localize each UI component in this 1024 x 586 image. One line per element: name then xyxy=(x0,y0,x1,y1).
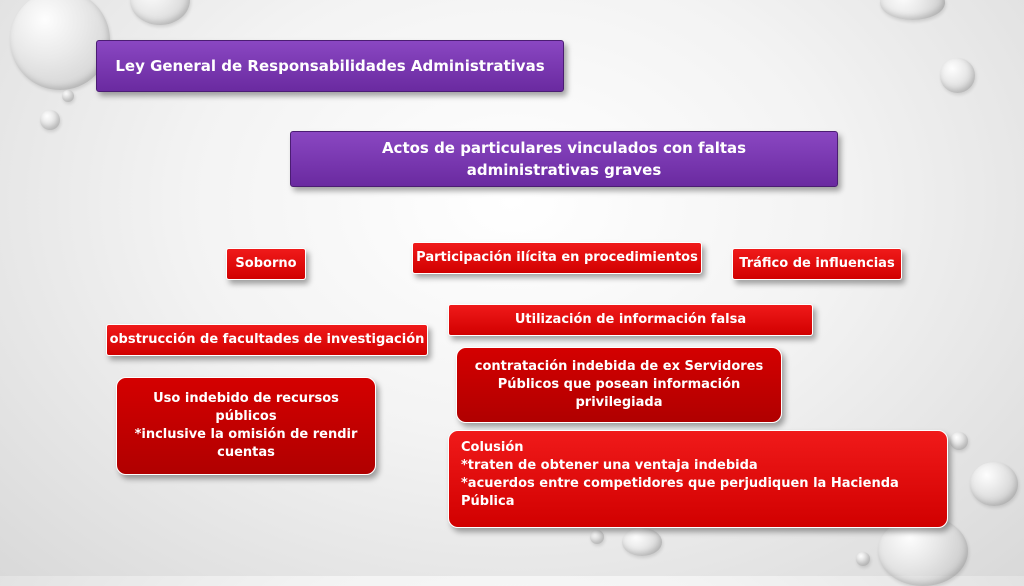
soborno-text: Soborno xyxy=(235,256,297,271)
decorative-bubble xyxy=(970,462,1018,506)
decorative-bubble xyxy=(590,530,604,544)
decorative-bubble xyxy=(950,432,968,450)
decorative-bubble xyxy=(856,552,870,566)
informacion-falsa-text: Utilización de información falsa xyxy=(514,312,747,327)
title-box xyxy=(96,40,564,92)
uso-indebido-line: *inclusive la omisión de rendir xyxy=(134,427,358,442)
decorative-bubble xyxy=(130,0,190,25)
uso-indebido-line: cuentas xyxy=(217,445,275,460)
obstruccion-box xyxy=(106,324,428,356)
informacion-falsa-box xyxy=(448,304,813,336)
trafico-box xyxy=(732,248,902,280)
decorative-bubble xyxy=(880,0,945,20)
contratacion-line: privilegiada xyxy=(575,395,663,410)
colusion-line: *traten de obtener una ventaja indebida xyxy=(461,458,758,473)
colusion-line: Colusión xyxy=(461,440,524,455)
subtitle-text: Actos de particulares vinculados con faltas administrativas graves xyxy=(381,139,747,179)
subtitle-box xyxy=(290,131,838,187)
contratacion-line: contratación indebida de ex Servidores xyxy=(474,359,764,374)
uso-indebido-line: Uso indebido de recursos xyxy=(153,391,339,406)
decorative-bubble xyxy=(622,528,662,556)
participacion-text: Participación ilícita en procedimientos xyxy=(416,250,698,265)
title-text: Ley General de Responsabilidades Administrativas xyxy=(115,57,545,75)
decorative-bubble xyxy=(62,90,74,102)
decorative-bubble xyxy=(10,0,110,90)
contratacion-line: Públicos que posean información xyxy=(497,377,741,392)
colusion-box xyxy=(448,430,948,528)
soborno-box xyxy=(226,248,306,280)
participacion-box xyxy=(412,242,702,274)
uso-indebido-line: públicos xyxy=(215,409,277,424)
decorative-bubble xyxy=(40,110,60,130)
uso-indebido-box xyxy=(116,377,376,475)
obstruccion-text: obstrucción de facultades de investigación xyxy=(109,332,425,347)
contratacion-box xyxy=(456,347,782,423)
colusion-line: *acuerdos entre competidores que perjudiquen la Hacienda Pública xyxy=(461,476,899,509)
trafico-text: Tráfico de influencias xyxy=(739,256,895,271)
decorative-bubble xyxy=(940,58,975,93)
